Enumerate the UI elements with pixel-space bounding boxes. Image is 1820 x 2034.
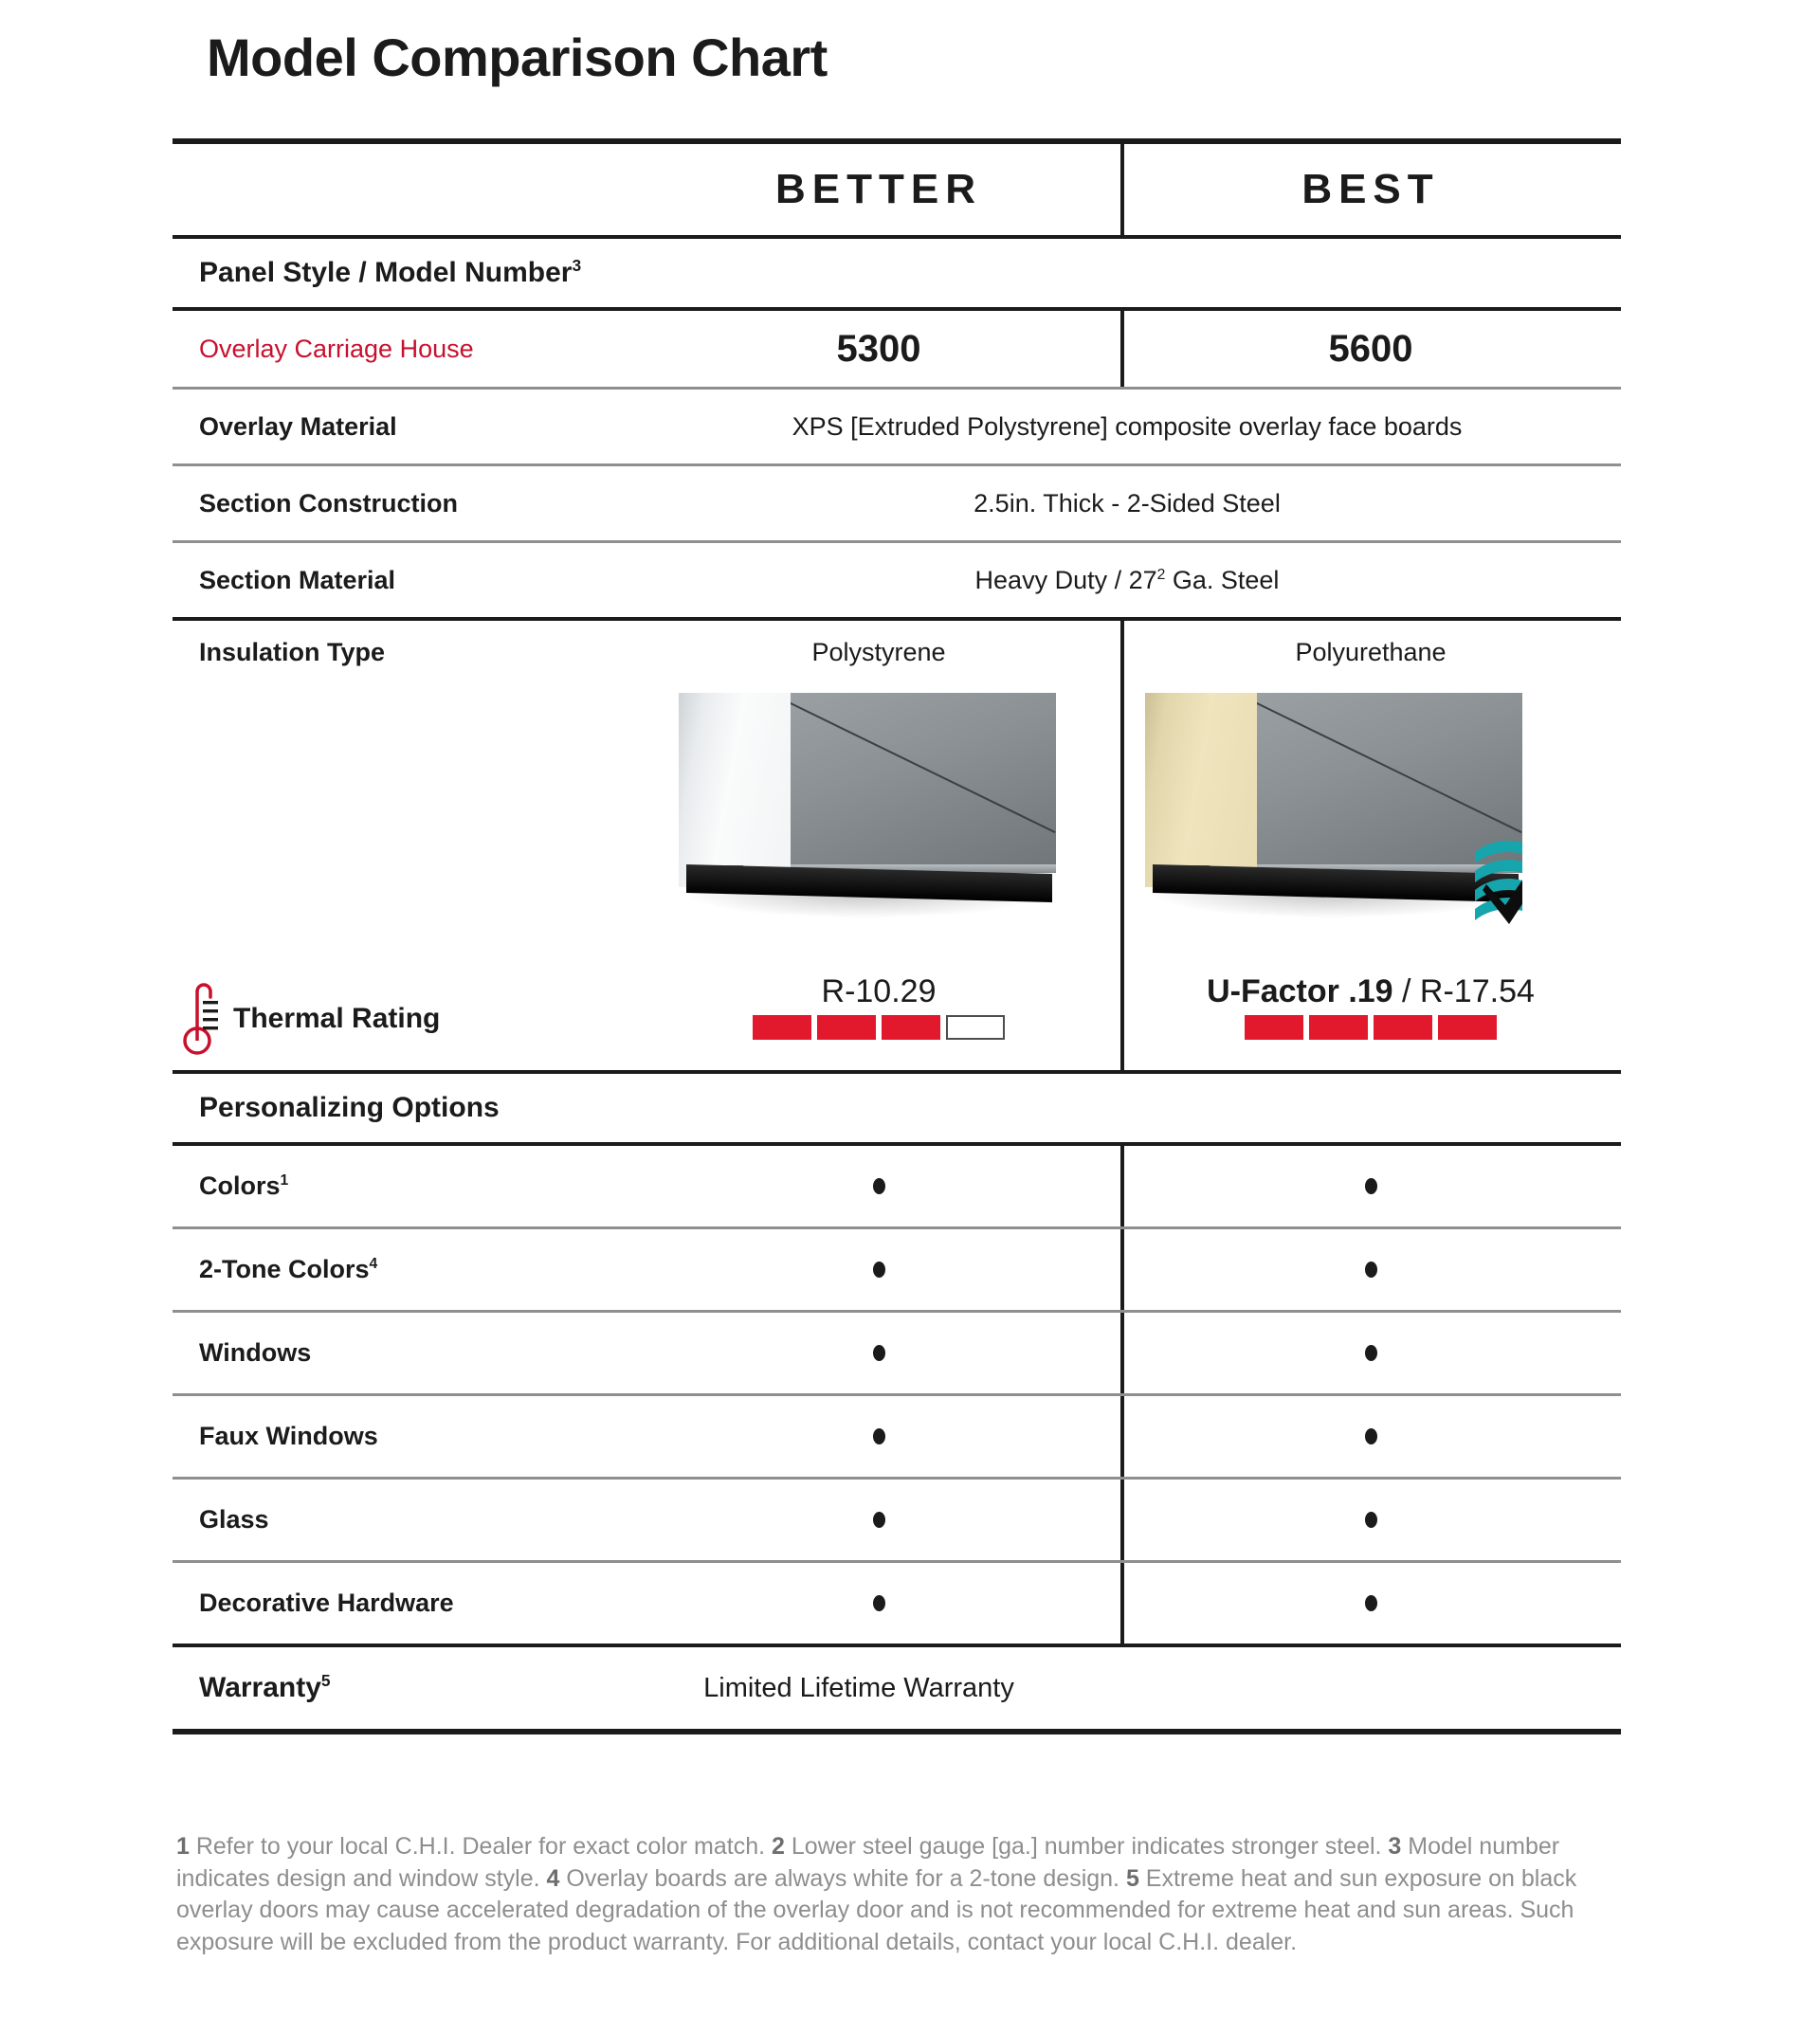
option-label-colors [173,1171,637,1201]
section-material-value-pre: Heavy Duty / 27 [974,565,1157,594]
footnote-text-3: Model number indicates design and window style. [176,1833,1560,1892]
thermal-rating-label-group [173,968,637,1070]
insulation-type-better: Polystyrene [811,637,946,666]
column-divider [1120,144,1124,235]
warranty-value: Limited Lifetime Warranty [703,1672,1014,1703]
option-label-2-tone-colors-superscript: 4 [369,1256,378,1272]
tier-header-better: BETTER [775,166,982,212]
footnote-text-4: Overlay boards are always white for a 2-tone design. [559,1864,1126,1892]
option-better-faux-windows [637,1422,1120,1451]
spec-value-overlay-material: XPS [Extruded Polystyrene] composite overlay face boards [792,411,1463,441]
section-personalizing-options-label: Personalizing Options [199,1092,500,1123]
footnote-marker-1: 1 [176,1833,190,1860]
availability-dot [1365,1345,1377,1361]
page-title: Model Comparison Chart [207,27,828,87]
thermal-rating-row [173,968,1621,1070]
spec-row-section-construction [173,466,1621,540]
footnotes [176,1831,1625,1958]
warranty-label [173,1672,637,1704]
footnote-text-1: Refer to your local C.H.I. Dealer for exact color match. [189,1833,773,1860]
option-row-colors [173,1146,1621,1226]
thermal-rating-best-ufactor: U-Factor .19 [1207,973,1393,1009]
option-best-colors [1120,1171,1621,1201]
thermal-bar [753,1015,811,1040]
footnote-text-2: Lower steel gauge [ga.] number indicates stronger steel. [784,1833,1389,1860]
option-label-glass: Glass [199,1505,269,1534]
model-number-better: 5300 [836,327,921,370]
availability-dot [873,1428,885,1444]
insulation-type-label: Insulation Type [199,637,386,666]
option-label-colors-superscript: 1 [280,1172,289,1189]
footnote-text-5: Extreme heat and sun exposure on black overlay doors may cause accelerated degradation of the overlay door and is not recommended for extreme heat and sun areas. Such exposure will be excluded from the product warranty. For additional details, contact your local C.H.I. dealer. [176,1864,1577,1955]
thermal-rating-better-bars [637,1015,1120,1040]
column-divider [1120,1396,1124,1477]
door-body-better [673,693,1056,897]
spec-label-section-construction: Section Construction [199,488,459,518]
footnote-marker-2: 2 [772,1833,785,1860]
thermal-bar [1245,1015,1303,1040]
column-divider [1120,311,1124,387]
availability-dot [1365,1178,1377,1194]
option-label-windows: Windows [199,1338,312,1367]
thermal-bar [946,1015,1005,1040]
warranty-label-superscript: 5 [320,1671,331,1690]
availability-dot [873,1345,885,1361]
insulation-type-best: Polyurethane [1295,637,1447,666]
door-cutaway-image-band [173,683,1621,968]
door-cutaway-better-image [673,693,1056,941]
tier-header-best: BEST [1301,166,1440,212]
thermal-bar [882,1015,940,1040]
option-row-2-tone-colors [173,1229,1621,1310]
spec-value-section-material [637,566,1621,595]
availability-dot [1365,1262,1377,1278]
option-better-colors [637,1171,1120,1201]
section-panel-style-row [173,239,1621,307]
column-divider [1120,968,1124,1070]
column-divider [1120,683,1124,968]
thermal-rating-best-value [1120,973,1621,1009]
column-divider [1120,1480,1124,1560]
column-divider [1120,1229,1124,1310]
option-better-decorative-hardware [637,1589,1120,1618]
thermal-rating-better-cell [637,968,1120,1040]
spec-value-section-construction: 2.5in. Thick - 2-Sided Steel [974,488,1281,518]
thermal-bar [1374,1015,1432,1040]
option-better-2-tone-colors [637,1255,1120,1284]
option-row-windows [173,1313,1621,1393]
spec-label-overlay-material: Overlay Material [199,411,397,441]
door-shadow-better [682,894,1046,918]
tier-header-row [173,144,1621,235]
thermal-rating-best-cell [1120,968,1621,1040]
polyurethane-insulation-slab [1145,693,1257,887]
thermometer-icon [182,982,222,1056]
model-style-label: Overlay Carriage House [199,334,474,363]
thermal-bar [817,1015,876,1040]
section-panel-style-text: Panel Style / Model Number [199,257,573,288]
option-best-2-tone-colors [1120,1255,1621,1284]
column-divider [1120,1313,1124,1393]
comparison-table [173,138,1621,1734]
door-body-best [1139,693,1522,897]
section-material-superscript: 2 [1156,566,1166,583]
option-label-2-tone-colors [173,1255,637,1284]
availability-dot [873,1512,885,1528]
warranty-row [173,1647,1621,1729]
section-panel-style-superscript: 3 [572,256,582,275]
option-row-decorative-hardware [173,1563,1621,1644]
section-material-value-post: Ga. Steel [1165,565,1280,594]
thermal-rating-best-rvalue: / R-17.54 [1392,973,1535,1009]
availability-dot [873,1262,885,1278]
thermal-rating-label: Thermal Rating [233,1003,441,1034]
spec-row-overlay-material [173,390,1621,463]
option-label-faux-windows: Faux Windows [199,1422,378,1450]
option-best-decorative-hardware [1120,1589,1621,1618]
option-best-faux-windows [1120,1422,1621,1451]
insulation-type-row [173,621,1621,683]
table-bottom-rule [173,1729,1621,1734]
thermal-rating-best-bars [1120,1015,1621,1040]
polystyrene-insulation-slab [679,693,791,887]
option-best-windows [1120,1338,1621,1368]
availability-dot [1365,1512,1377,1528]
section-panel-style-label [173,257,637,289]
thermal-bar [1309,1015,1368,1040]
availability-dot [873,1178,885,1194]
spec-label-section-material: Section Material [199,565,396,594]
option-better-glass [637,1505,1120,1535]
column-divider [1120,1563,1124,1644]
warranty-label-text: Warranty [199,1672,321,1703]
footnote-marker-5: 5 [1125,1864,1139,1892]
availability-dot [873,1595,885,1611]
availability-dot [1365,1595,1377,1611]
column-divider [1120,1146,1124,1226]
thermal-bar [1438,1015,1497,1040]
availability-dot [1365,1428,1377,1444]
option-best-glass [1120,1505,1621,1535]
eco-check-icon [1467,831,1522,926]
option-label-colors-text: Colors [199,1171,281,1200]
door-cutaway-best-image [1139,693,1522,941]
spec-row-section-material [173,543,1621,617]
footnote-marker-3: 3 [1388,1833,1402,1860]
door-shadow-best [1149,894,1513,918]
option-row-faux-windows [173,1396,1621,1477]
section-personalizing-options-row [173,1074,1621,1142]
thermal-rating-better-value: R-10.29 [821,973,937,1009]
option-better-windows [637,1338,1120,1368]
option-row-glass [173,1480,1621,1560]
option-label-decorative-hardware: Decorative Hardware [199,1589,454,1617]
model-number-row [173,311,1621,387]
option-label-2-tone-colors-text: 2-Tone Colors [199,1255,370,1283]
steel-face-better [785,693,1056,873]
model-number-best: 5600 [1328,327,1413,370]
column-divider [1120,621,1124,683]
footnote-marker-4: 4 [546,1864,560,1892]
